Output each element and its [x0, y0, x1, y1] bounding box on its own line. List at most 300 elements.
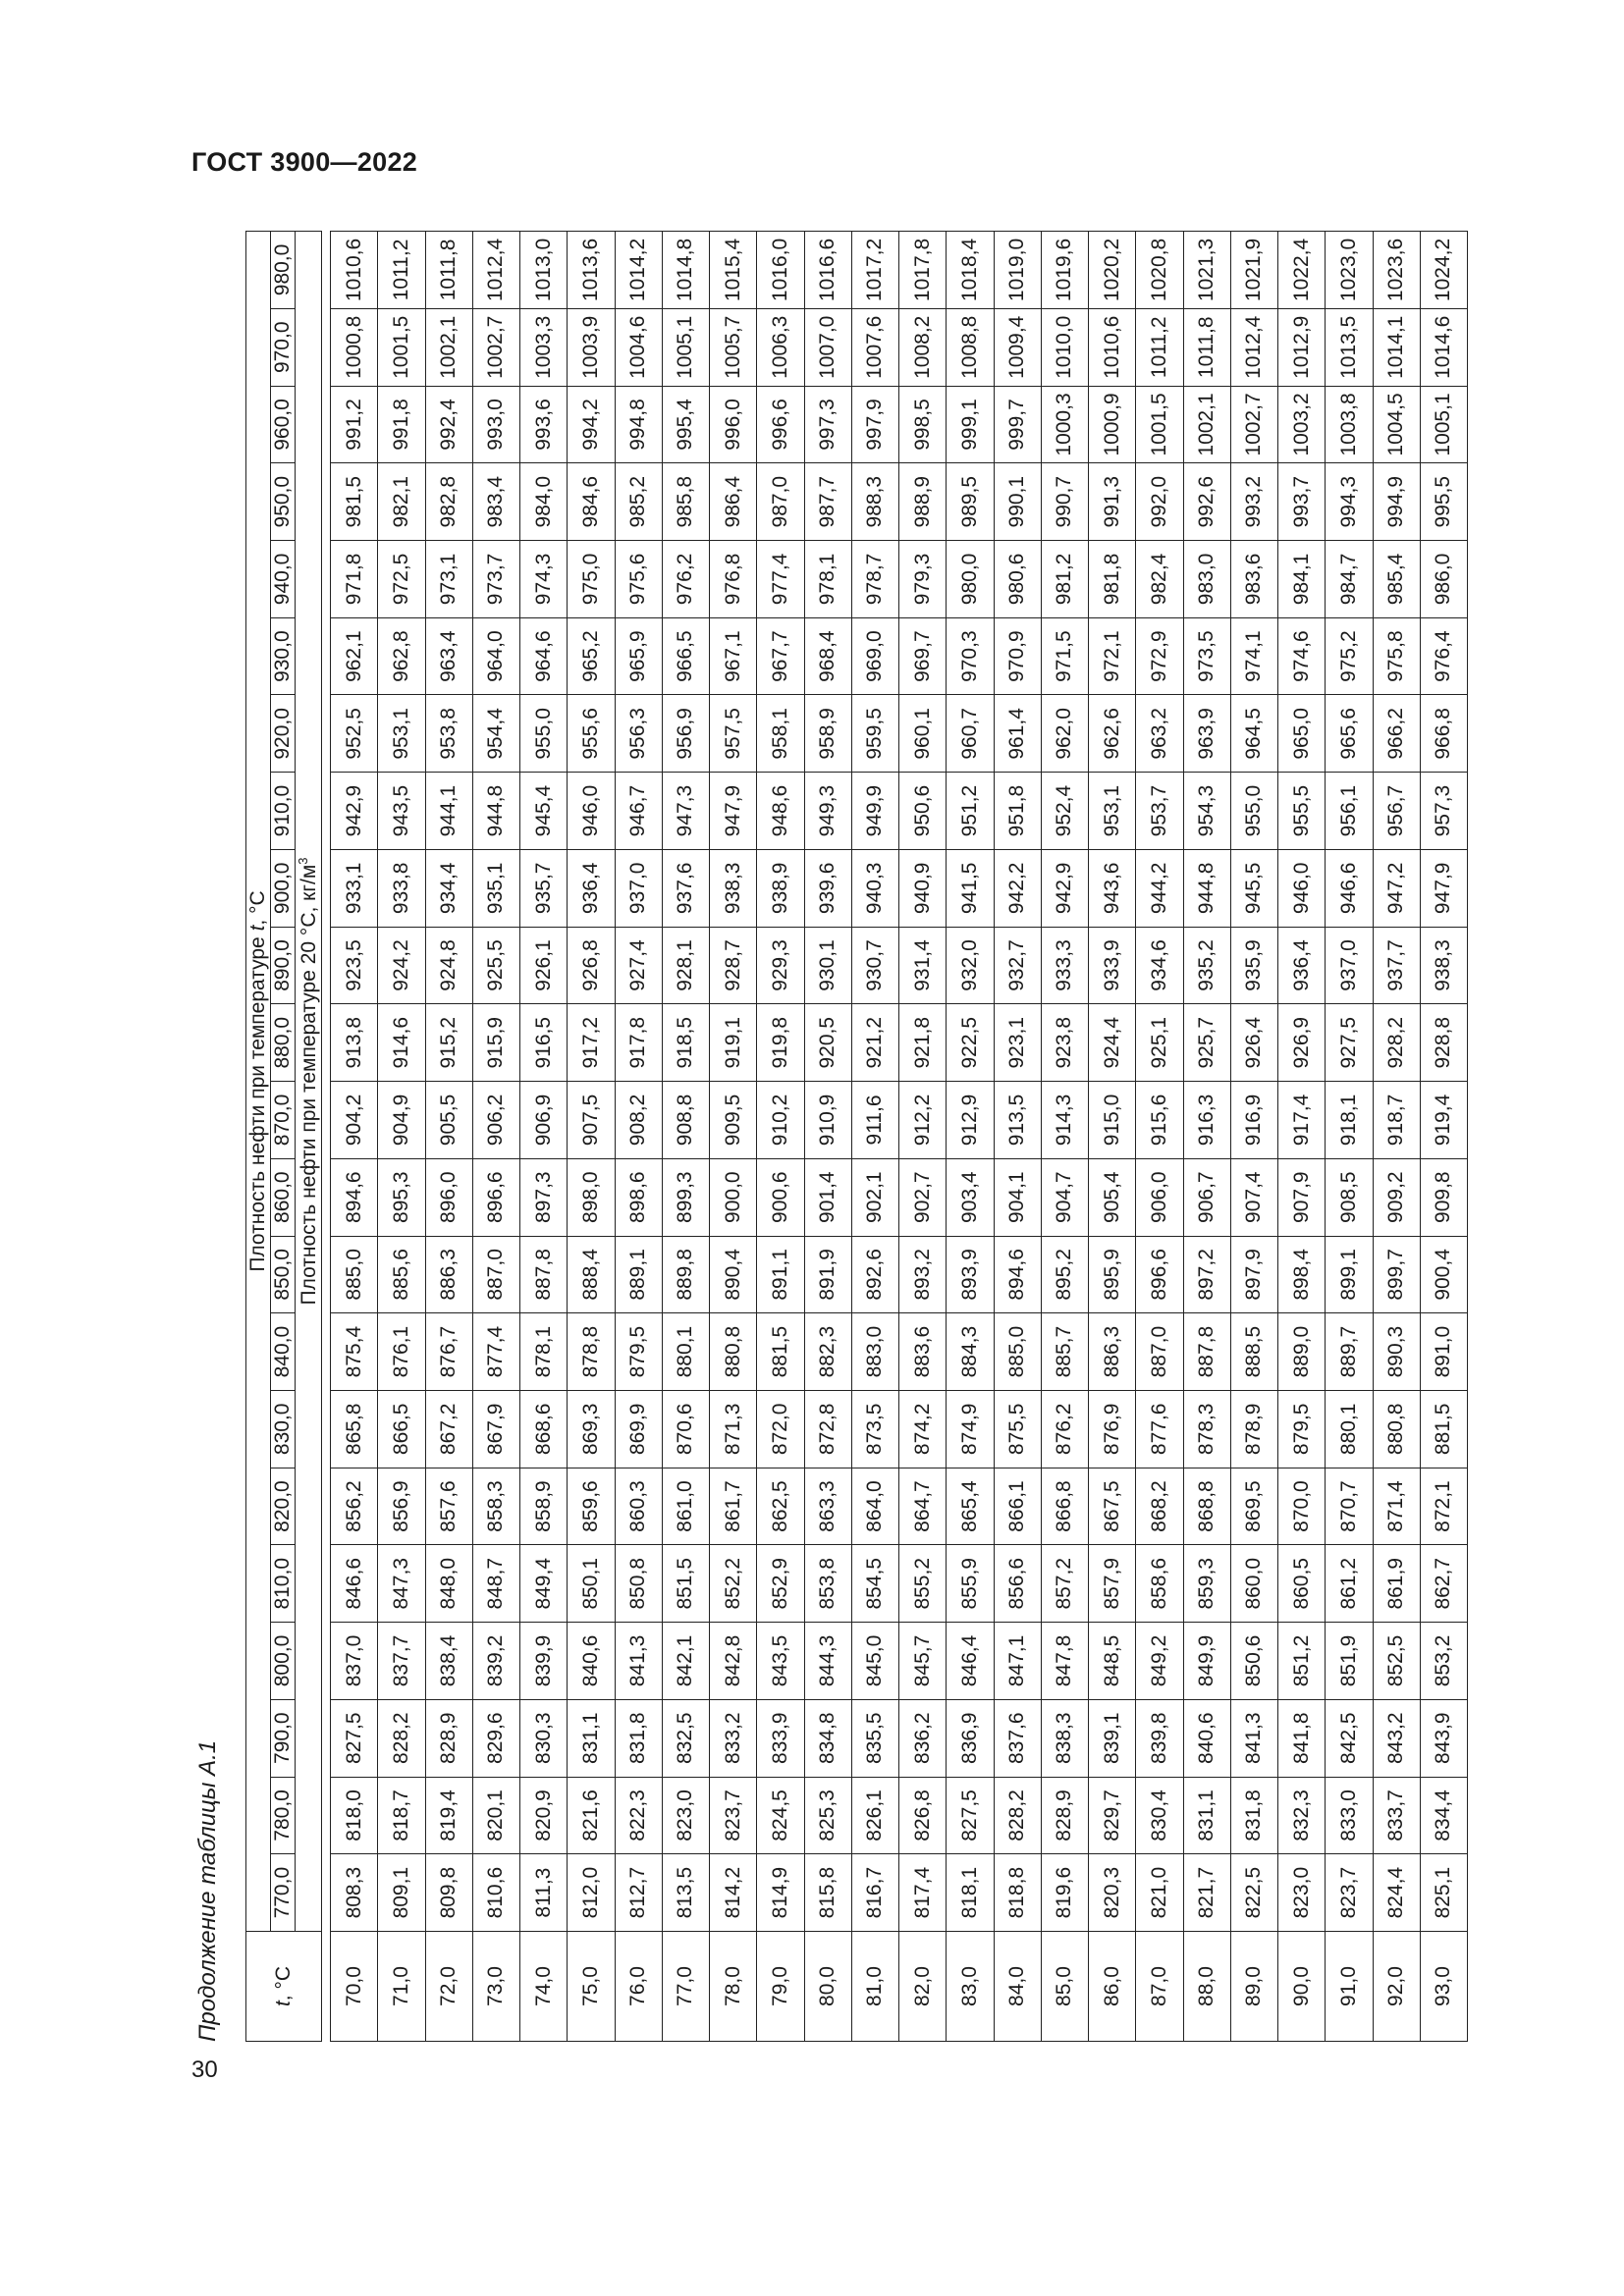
density-cell: 969,0 — [851, 617, 898, 695]
density-cell: 895,3 — [378, 1158, 425, 1236]
density-cell: 849,4 — [520, 1545, 568, 1623]
density-cell: 831,8 — [615, 1699, 662, 1777]
density-cell: 831,8 — [1230, 1777, 1277, 1854]
density-cell: 996,6 — [757, 386, 804, 463]
column-header: 930,0 — [271, 617, 296, 695]
density-cell: 823,7 — [710, 1777, 757, 1854]
table-row — [378, 232, 425, 2042]
table-row — [947, 232, 994, 2042]
separator-cell — [322, 232, 331, 2042]
density-cell: 947,2 — [1373, 849, 1420, 927]
density-cell: 937,6 — [662, 849, 709, 927]
density-cell: 1011,2 — [378, 232, 425, 309]
density-cell: 839,1 — [1089, 1699, 1136, 1777]
density-cell: 957,3 — [1420, 773, 1467, 850]
density-cell: 953,1 — [378, 695, 425, 773]
density-cell: 827,5 — [947, 1777, 994, 1854]
density-cell: 975,0 — [568, 541, 615, 618]
column-header: 850,0 — [271, 1236, 296, 1313]
density-cell: 890,4 — [710, 1236, 757, 1313]
density-cell: 928,2 — [1373, 1004, 1420, 1082]
density-cell: 836,9 — [947, 1699, 994, 1777]
density-cell: 963,9 — [1183, 695, 1230, 773]
density-cell: 915,9 — [472, 1004, 519, 1082]
density-cell: 870,0 — [1278, 1468, 1326, 1545]
density-cell: 983,0 — [1183, 541, 1230, 618]
density-cell: 992,0 — [1136, 463, 1183, 541]
density-cell: 899,7 — [1373, 1236, 1420, 1313]
density-cell: 952,4 — [1041, 773, 1088, 850]
density-cell: 992,6 — [1183, 463, 1230, 541]
density-cell: 890,3 — [1373, 1313, 1420, 1391]
density-cell: 864,7 — [899, 1468, 947, 1545]
density-cell: 893,2 — [899, 1236, 947, 1313]
density-cell: 858,6 — [1136, 1545, 1183, 1623]
density-cell: 885,0 — [994, 1313, 1041, 1391]
density-cell: 909,8 — [1420, 1158, 1467, 1236]
density-cell: 965,2 — [568, 617, 615, 695]
density-cell: 810,6 — [472, 1854, 519, 1932]
density-cell: 953,7 — [1136, 773, 1183, 850]
temperature-cell: 72,0 — [425, 1932, 472, 2042]
density-cell: 858,9 — [520, 1468, 568, 1545]
density-cell: 881,5 — [757, 1313, 804, 1391]
density-cell: 828,9 — [425, 1699, 472, 1777]
density-cell: 907,5 — [568, 1082, 615, 1159]
table-row — [1373, 232, 1420, 2042]
density-cell: 901,4 — [804, 1158, 851, 1236]
density-cell: 996,0 — [710, 386, 757, 463]
density-cell: 930,7 — [851, 927, 898, 1004]
density-cell: 1016,0 — [757, 232, 804, 309]
density-cell: 914,6 — [378, 1004, 425, 1082]
density-cell: 975,6 — [615, 541, 662, 618]
density-cell: 994,8 — [615, 386, 662, 463]
density-cell: 1013,6 — [568, 232, 615, 309]
density-cell: 1000,3 — [1041, 386, 1088, 463]
density-cell: 849,9 — [1183, 1623, 1230, 1700]
column-header: 870,0 — [271, 1082, 296, 1159]
temperature-cell: 93,0 — [1420, 1932, 1467, 2042]
density-cell: 891,0 — [1420, 1313, 1467, 1391]
density-cell: 834,8 — [804, 1699, 851, 1777]
rotated-table-container — [245, 231, 1468, 2042]
density-cell: 818,8 — [994, 1854, 1041, 1932]
density-cell: 945,4 — [520, 773, 568, 850]
table-row — [520, 232, 568, 2042]
density-cell: 846,4 — [947, 1623, 994, 1700]
table-row — [994, 232, 1041, 2042]
density-cell: 904,1 — [994, 1158, 1041, 1236]
density-cell: 967,7 — [757, 617, 804, 695]
density-cell: 962,0 — [1041, 695, 1088, 773]
density-cell: 974,3 — [520, 541, 568, 618]
density-cell: 991,3 — [1089, 463, 1136, 541]
density-cell: 862,7 — [1420, 1545, 1467, 1623]
density-cell: 1010,0 — [1041, 308, 1088, 386]
density-cell: 1016,6 — [804, 232, 851, 309]
density-cell: 1011,8 — [425, 232, 472, 309]
density-cell: 955,6 — [568, 695, 615, 773]
density-cell: 970,3 — [947, 617, 994, 695]
density-cell: 817,4 — [899, 1854, 947, 1932]
density-cell: 960,1 — [899, 695, 947, 773]
density-cell: 963,2 — [1136, 695, 1183, 773]
group-header-row — [246, 232, 271, 2042]
density-cell: 834,4 — [1420, 1777, 1467, 1854]
density-cell: 893,9 — [947, 1236, 994, 1313]
density-cell: 889,7 — [1326, 1313, 1373, 1391]
density-cell: 1010,6 — [1089, 308, 1136, 386]
density-cell: 935,1 — [472, 849, 519, 927]
subheader-text: Плотность нефти при температуре 20 °С, кг/м — [298, 864, 320, 1306]
caption-wrapper — [189, 1739, 228, 2042]
density-cell: 887,8 — [1183, 1313, 1230, 1391]
density-cell: 940,9 — [899, 849, 947, 927]
density-cell: 885,6 — [378, 1236, 425, 1313]
density-cell: 984,1 — [1278, 541, 1326, 618]
density-cell: 993,7 — [1278, 463, 1326, 541]
density-cell: 974,6 — [1278, 617, 1326, 695]
density-cell: 821,6 — [568, 1777, 615, 1854]
density-table — [245, 231, 1468, 2042]
density-cell: 850,8 — [615, 1545, 662, 1623]
density-cell: 982,4 — [1136, 541, 1183, 618]
density-cell: 927,5 — [1326, 1004, 1373, 1082]
density-cell: 873,5 — [851, 1390, 898, 1468]
density-cell: 904,9 — [378, 1082, 425, 1159]
density-cell: 830,4 — [1136, 1777, 1183, 1854]
density-cell: 1002,7 — [472, 308, 519, 386]
density-cell: 993,0 — [472, 386, 519, 463]
temperature-cell: 77,0 — [662, 1932, 709, 2042]
density-cell: 814,9 — [757, 1854, 804, 1932]
density-cell: 954,4 — [472, 695, 519, 773]
density-cell: 920,5 — [804, 1004, 851, 1082]
density-cell: 936,4 — [568, 849, 615, 927]
density-cell: 847,8 — [1041, 1623, 1088, 1700]
temperature-cell: 73,0 — [472, 1932, 519, 2042]
density-cell: 964,6 — [520, 617, 568, 695]
density-cell: 925,1 — [1136, 1004, 1183, 1082]
density-cell: 879,5 — [1278, 1390, 1326, 1468]
density-cell: 916,9 — [1230, 1082, 1277, 1159]
density-cell: 1005,1 — [662, 308, 709, 386]
density-cell: 906,2 — [472, 1082, 519, 1159]
density-cell: 1014,6 — [1420, 308, 1467, 386]
density-cell: 833,7 — [1373, 1777, 1420, 1854]
density-cell: 981,2 — [1041, 541, 1088, 618]
density-cell: 891,1 — [757, 1236, 804, 1313]
density-cell: 868,6 — [520, 1390, 568, 1468]
density-cell: 961,4 — [994, 695, 1041, 773]
density-cell: 1019,0 — [994, 232, 1041, 309]
density-cell: 861,9 — [1373, 1545, 1420, 1623]
density-cell: 874,9 — [947, 1390, 994, 1468]
density-cell: 826,8 — [899, 1777, 947, 1854]
density-cell: 887,0 — [1136, 1313, 1183, 1391]
density-cell: 872,8 — [804, 1390, 851, 1468]
density-cell: 889,1 — [615, 1236, 662, 1313]
density-cell: 847,3 — [378, 1545, 425, 1623]
density-cell: 851,2 — [1278, 1623, 1326, 1700]
density-cell: 926,8 — [568, 927, 615, 1004]
density-cell: 876,7 — [425, 1313, 472, 1391]
density-cell: 935,9 — [1230, 927, 1277, 1004]
density-cell: 824,4 — [1373, 1854, 1420, 1932]
density-cell: 839,9 — [520, 1623, 568, 1700]
density-cell: 1003,9 — [568, 308, 615, 386]
density-cell: 835,5 — [851, 1699, 898, 1777]
density-cell: 819,4 — [425, 1777, 472, 1854]
density-cell: 953,8 — [425, 695, 472, 773]
density-cell: 828,2 — [378, 1699, 425, 1777]
density-cell: 828,9 — [1041, 1777, 1088, 1854]
density-cell: 976,2 — [662, 541, 709, 618]
density-cell: 929,3 — [757, 927, 804, 1004]
density-cell: 908,5 — [1326, 1158, 1373, 1236]
density-cell: 891,9 — [804, 1236, 851, 1313]
density-cell: 851,5 — [662, 1545, 709, 1623]
table-row — [899, 232, 947, 2042]
density-cell: 973,7 — [472, 541, 519, 618]
density-cell: 944,2 — [1136, 849, 1183, 927]
density-cell: 900,0 — [710, 1158, 757, 1236]
density-cell: 972,5 — [378, 541, 425, 618]
density-cell: 885,7 — [1041, 1313, 1088, 1391]
table-row — [425, 232, 472, 2042]
density-cell: 983,6 — [1230, 541, 1277, 618]
density-cell: 884,3 — [947, 1313, 994, 1391]
density-cell: 838,4 — [425, 1623, 472, 1700]
density-cell: 841,3 — [1230, 1699, 1277, 1777]
density-cell: 944,8 — [1183, 849, 1230, 927]
page-number: 30 — [191, 2056, 218, 2083]
document-header: ГОСТ 3900—2022 — [191, 147, 418, 177]
density-cell: 900,4 — [1420, 1236, 1467, 1313]
density-cell: 828,2 — [994, 1777, 1041, 1854]
density-cell: 879,5 — [615, 1313, 662, 1391]
density-cell: 988,9 — [899, 463, 947, 541]
density-cell: 811,3 — [520, 1854, 568, 1932]
temperature-cell: 75,0 — [568, 1932, 615, 2042]
density-cell: 903,4 — [947, 1158, 994, 1236]
density-cell: 858,3 — [472, 1468, 519, 1545]
density-cell: 947,9 — [710, 773, 757, 850]
table-row — [804, 232, 851, 2042]
group-header-suffix: , °С — [246, 890, 269, 926]
density-cell: 984,0 — [520, 463, 568, 541]
density-cell: 822,5 — [1230, 1854, 1277, 1932]
density-cell: 995,4 — [662, 386, 709, 463]
density-cell: 915,0 — [1089, 1082, 1136, 1159]
density-cell: 908,2 — [615, 1082, 662, 1159]
density-cell: 864,0 — [851, 1468, 898, 1545]
density-cell: 878,8 — [568, 1313, 615, 1391]
density-cell: 980,0 — [947, 541, 994, 618]
density-cell: 870,7 — [1326, 1468, 1373, 1545]
density-cell: 1023,6 — [1373, 232, 1420, 309]
table-row — [710, 232, 757, 2042]
density-cell: 888,5 — [1230, 1313, 1277, 1391]
density-cell: 902,1 — [851, 1158, 898, 1236]
density-cell: 939,6 — [804, 849, 851, 927]
density-cell: 943,5 — [378, 773, 425, 850]
temperature-cell: 91,0 — [1326, 1932, 1373, 2042]
density-cell: 832,3 — [1278, 1777, 1326, 1854]
density-cell: 865,4 — [947, 1468, 994, 1545]
column-header: 910,0 — [271, 773, 296, 850]
density-cell: 889,0 — [1278, 1313, 1326, 1391]
temperature-cell: 71,0 — [378, 1932, 425, 2042]
column-header: 840,0 — [271, 1313, 296, 1391]
density-cell: 1022,4 — [1278, 232, 1326, 309]
density-cell: 1014,2 — [615, 232, 662, 309]
table-row — [1326, 232, 1373, 2042]
temperature-cell: 90,0 — [1278, 1932, 1326, 2042]
density-cell: 933,9 — [1089, 927, 1136, 1004]
temperature-cell: 70,0 — [331, 1932, 378, 2042]
density-cell: 843,9 — [1420, 1699, 1467, 1777]
density-cell: 962,6 — [1089, 695, 1136, 773]
density-cell: 862,5 — [757, 1468, 804, 1545]
density-cell: 854,5 — [851, 1545, 898, 1623]
density-cell: 918,7 — [1373, 1082, 1420, 1159]
density-cell: 994,9 — [1373, 463, 1420, 541]
density-cell: 821,7 — [1183, 1854, 1230, 1932]
density-cell: 904,7 — [1041, 1158, 1088, 1236]
density-cell: 848,7 — [472, 1545, 519, 1623]
density-cell: 946,0 — [568, 773, 615, 850]
density-cell: 949,9 — [851, 773, 898, 850]
density-cell: 958,9 — [804, 695, 851, 773]
density-cell: 842,8 — [710, 1623, 757, 1700]
density-cell: 973,5 — [1183, 617, 1230, 695]
density-cell: 918,1 — [1326, 1082, 1373, 1159]
density-cell: 979,3 — [899, 541, 947, 618]
density-cell: 912,2 — [899, 1082, 947, 1159]
density-cell: 968,4 — [804, 617, 851, 695]
density-cell: 953,1 — [1089, 773, 1136, 850]
density-cell: 960,7 — [947, 695, 994, 773]
density-cell: 1011,2 — [1136, 308, 1183, 386]
temperature-cell: 81,0 — [851, 1932, 898, 2042]
density-cell: 852,5 — [1373, 1623, 1420, 1700]
density-cell: 1012,9 — [1278, 308, 1326, 386]
density-cell: 820,1 — [472, 1777, 519, 1854]
density-cell: 841,3 — [615, 1623, 662, 1700]
density-cell: 933,1 — [331, 849, 378, 927]
density-cell: 915,6 — [1136, 1082, 1183, 1159]
density-cell: 878,1 — [520, 1313, 568, 1391]
density-cell: 956,3 — [615, 695, 662, 773]
density-cell: 925,5 — [472, 927, 519, 1004]
density-cell: 839,8 — [1136, 1699, 1183, 1777]
density-cell: 909,2 — [1373, 1158, 1420, 1236]
density-cell: 818,1 — [947, 1854, 994, 1932]
density-cell: 966,8 — [1420, 695, 1467, 773]
density-cell: 985,8 — [662, 463, 709, 541]
density-cell: 887,0 — [472, 1236, 519, 1313]
density-cell: 934,6 — [1136, 927, 1183, 1004]
column-header: 980,0 — [271, 232, 296, 309]
density-cell: 927,4 — [615, 927, 662, 1004]
density-cell: 821,0 — [1136, 1854, 1183, 1932]
density-cell: 869,5 — [1230, 1468, 1277, 1545]
density-cell: 822,3 — [615, 1777, 662, 1854]
density-cell: 959,5 — [851, 695, 898, 773]
density-cell: 870,6 — [662, 1390, 709, 1468]
density-cell: 965,9 — [615, 617, 662, 695]
density-cell: 990,7 — [1041, 463, 1088, 541]
density-cell: 816,7 — [851, 1854, 898, 1932]
density-cell: 991,2 — [331, 386, 378, 463]
density-cell: 1007,0 — [804, 308, 851, 386]
density-cell: 966,5 — [662, 617, 709, 695]
density-cell: 878,9 — [1230, 1390, 1277, 1468]
density-cell: 887,8 — [520, 1236, 568, 1313]
density-cell: 994,2 — [568, 386, 615, 463]
density-cell: 889,8 — [662, 1236, 709, 1313]
table-row — [1183, 232, 1230, 2042]
density-cell: 886,3 — [1089, 1313, 1136, 1391]
density-cell: 1020,2 — [1089, 232, 1136, 309]
density-cell: 881,5 — [1420, 1390, 1467, 1468]
density-cell: 846,6 — [331, 1545, 378, 1623]
density-cell: 866,8 — [1041, 1468, 1088, 1545]
density-cell: 999,1 — [947, 386, 994, 463]
temperature-cell: 76,0 — [615, 1932, 662, 2042]
density-cell: 932,7 — [994, 927, 1041, 1004]
density-cell: 878,3 — [1183, 1390, 1230, 1468]
density-cell: 910,2 — [757, 1082, 804, 1159]
density-cell: 861,0 — [662, 1468, 709, 1545]
density-cell: 904,2 — [331, 1082, 378, 1159]
density-cell: 902,7 — [899, 1158, 947, 1236]
density-cell: 950,6 — [899, 773, 947, 850]
density-cell: 866,1 — [994, 1468, 1041, 1545]
density-cell: 818,7 — [378, 1777, 425, 1854]
density-cell: 808,3 — [331, 1854, 378, 1932]
density-cell: 1018,4 — [947, 232, 994, 309]
density-cell: 815,8 — [804, 1854, 851, 1932]
density-cell: 1013,5 — [1326, 308, 1373, 386]
density-cell: 976,8 — [710, 541, 757, 618]
density-cell: 814,2 — [710, 1854, 757, 1932]
density-cell: 997,3 — [804, 386, 851, 463]
density-cell: 970,9 — [994, 617, 1041, 695]
density-cell: 923,1 — [994, 1004, 1041, 1082]
column-header: 820,0 — [271, 1468, 296, 1545]
temperature-cell: 78,0 — [710, 1932, 757, 2042]
density-cell: 907,9 — [1278, 1158, 1326, 1236]
table-body — [322, 232, 1468, 2042]
density-cell: 958,1 — [757, 695, 804, 773]
group-header-var: t — [246, 925, 269, 932]
density-cell: 990,1 — [994, 463, 1041, 541]
density-cell: 1011,8 — [1183, 308, 1230, 386]
density-cell: 917,4 — [1278, 1082, 1326, 1159]
density-cell: 1010,6 — [331, 232, 378, 309]
column-header: 940,0 — [271, 541, 296, 618]
density-cell: 875,5 — [994, 1390, 1041, 1468]
density-cell: 952,5 — [331, 695, 378, 773]
density-cell: 922,5 — [947, 1004, 994, 1082]
density-cell: 869,3 — [568, 1390, 615, 1468]
density-cell: 943,6 — [1089, 849, 1136, 927]
density-cell: 866,5 — [378, 1390, 425, 1468]
density-cell: 995,5 — [1420, 463, 1467, 541]
